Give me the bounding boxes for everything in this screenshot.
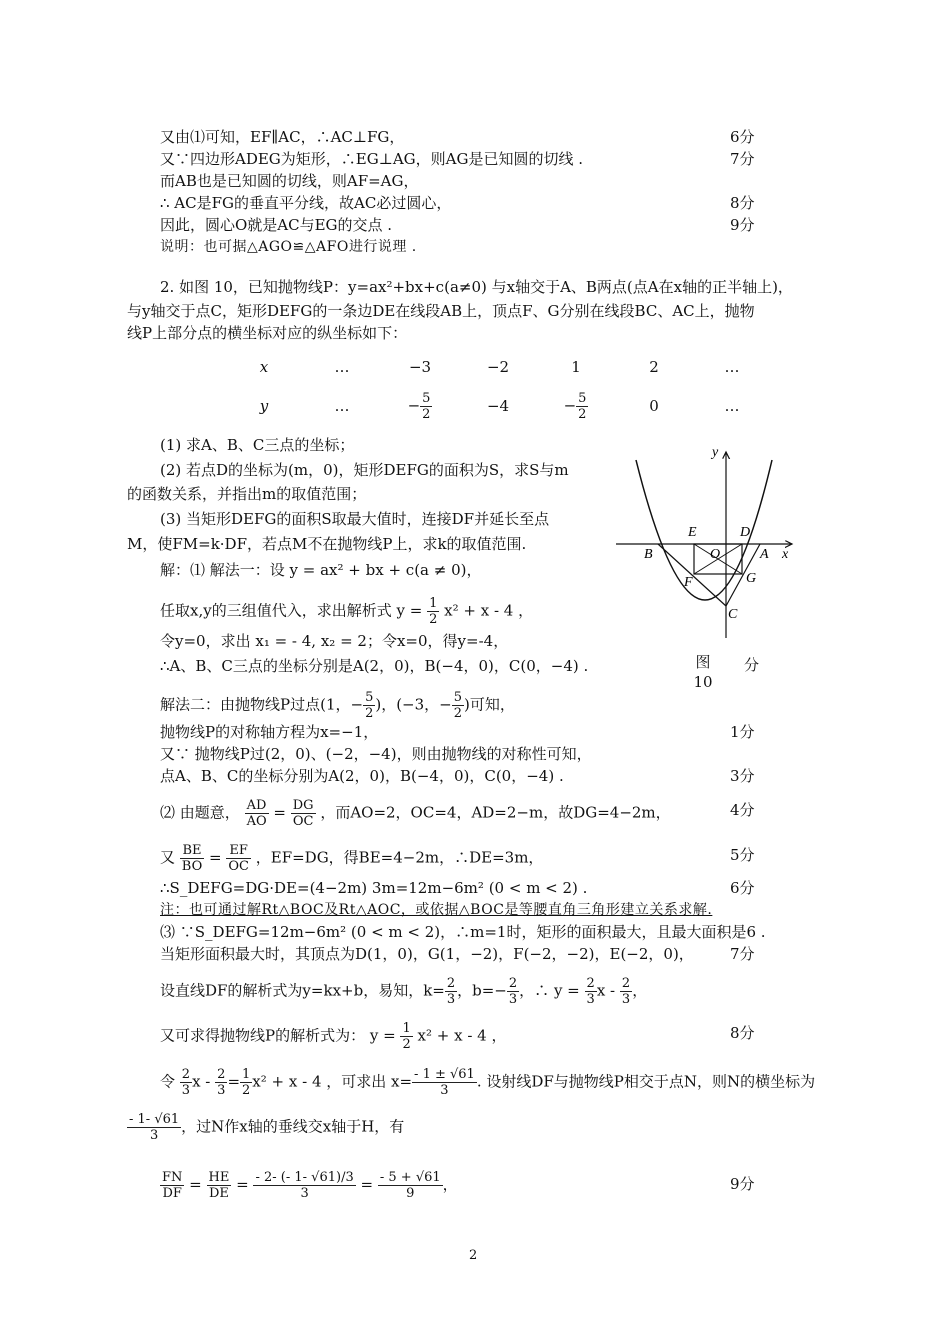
solution-text: 解法二：由抛物线P过点(1，− — [160, 695, 364, 714]
solution-text: 又 — [160, 848, 176, 867]
score: 8分 — [730, 194, 755, 212]
solution-text: 又可求得抛物线P的解析式为： y = — [160, 1026, 396, 1045]
fraction: $\frac{2}{3}$ — [621, 976, 631, 1007]
label-c: C — [728, 607, 738, 622]
label-y: y — [712, 445, 719, 460]
score: 9分 — [730, 216, 755, 234]
label-a: A — [760, 547, 769, 562]
question-line: M，使FM=k·DF，若点M不在抛物线P上，求k的取值范围. — [127, 535, 527, 553]
solution-line: 当矩形面积最大时，其顶点为D(1，0)，G(1，−2)，F(−2，−2)，E(−2，0)， — [160, 945, 694, 963]
solution-line: 令y=0，求出 x₁ = - 4, x₂ = 2；令x=0，得y=-4， — [160, 632, 509, 650]
solution-line: ∴A、B、C三点的坐标分别是A(2，0)，B(−4，0)，C(0，−4) . — [160, 657, 589, 675]
fraction: $\frac{EF}{OC}$ — [228, 843, 249, 874]
fraction: $\frac{2}{3}$ — [586, 976, 595, 1007]
solution-text: ，∴ y = — [519, 981, 580, 1000]
table-row-y — [225, 384, 771, 428]
solution-text: 任取x,y的三组值代入，求出解析式 y = — [160, 601, 423, 620]
table-cell — [537, 384, 615, 428]
solution-line: 点A、B、C的坐标分别为A(2，0)，B(−4，0)，C(0，−4) . — [160, 767, 564, 785]
label-o: O — [710, 547, 721, 562]
fraction: $\frac{1}{2}$ — [402, 1021, 411, 1052]
table-cell: −2 — [486, 358, 510, 376]
table-cell: … — [724, 397, 740, 415]
score: 5分 — [730, 846, 755, 864]
minus-sign: − — [563, 396, 577, 414]
table-cell: −4 — [486, 397, 510, 415]
table-cell: 0 — [649, 397, 659, 415]
fraction: $\frac{2}{3}$ — [181, 1067, 191, 1098]
score: 7分 — [730, 150, 755, 168]
solution-text: = — [236, 1175, 254, 1194]
fraction: $\frac{5}{2}$ — [578, 390, 587, 422]
score: 8分 — [730, 1024, 755, 1042]
label-b: B — [644, 547, 653, 562]
table-cell: 1 — [571, 358, 581, 376]
score: 9分 — [730, 1175, 755, 1193]
fraction: $\frac{- 1 \pm √61}{3}$ — [414, 1067, 475, 1098]
score: 4分 — [730, 801, 755, 819]
solution-line: ⑶ ∵S_DEFG=12m−6m² (0 < m < 2)，∴m=1时，矩形的面积最大，且最大面积是6 . — [160, 923, 766, 941]
solution-line — [160, 1067, 815, 1098]
label-x: x — [782, 547, 789, 562]
solution-text: ⑵ 由题意， — [160, 803, 240, 822]
solution-text: x² + x - 4 ， — [444, 601, 534, 620]
score: 6分 — [730, 879, 755, 897]
label-f: F — [684, 575, 693, 590]
solution-line — [160, 596, 533, 627]
solution-text: x² + x - 4 ， — [417, 1026, 507, 1045]
solution-text: 令 — [160, 1072, 176, 1091]
question-line: 的函数关系，并指出m的取值范围； — [127, 485, 367, 503]
fraction: $\frac{AD}{AO}$ — [246, 798, 267, 829]
solution-text: x - — [596, 981, 616, 1000]
value-table — [225, 350, 771, 428]
caption-bottom: 10 — [693, 673, 713, 691]
solution-text: x - — [192, 1072, 211, 1091]
table-cell: y — [259, 397, 269, 415]
score: 1分 — [730, 723, 755, 741]
figure-10 — [612, 440, 802, 640]
solution-text: x² + x - 4 ，可求出 x= — [252, 1072, 413, 1091]
problem-line: 与y轴交于点C，矩形DEFG的一条边DE在线段AB上，顶点F、G分别在线段BC、AC上，抛物 — [127, 302, 755, 320]
solution-text: ， — [632, 981, 648, 1000]
minus-sign: − — [407, 396, 421, 414]
note-line: 说明：也可据△AGO≌△AFO进行说理 . — [160, 239, 417, 255]
solution-text: ，过N作x轴的垂线交x轴于H，有 — [181, 1117, 405, 1136]
score: 分 — [744, 656, 760, 674]
figure-caption — [690, 652, 716, 692]
solution-text: ，b=− — [457, 981, 507, 1000]
fraction: $\frac{DG}{OC}$ — [292, 798, 314, 829]
fraction: $\frac{- 2- (- 1- √61)/3}{3}$ — [255, 1170, 354, 1201]
question-line: (1) 求A、B、C三点的坐标； — [160, 436, 355, 454]
question-line: (2) 若点D的坐标为(m，0)，矩形DEFG的面积为S，求S与m — [160, 461, 569, 479]
label-e: E — [688, 525, 697, 540]
solution-line: 又∵ 抛物线P过(2，0)、(−2，−4)，则由抛物线的对称性可知， — [160, 745, 592, 763]
solution-text: = — [227, 1072, 241, 1091]
text-line: 又由⑴可知，EF∥AC，∴AC⊥FG， — [160, 128, 405, 146]
note-line: 注：也可通过解Rt△BOC及Rt△AOC，或依据△BOC是等腰直角三角形建立关系求解. — [160, 902, 713, 918]
fraction: $\frac{2}{3}$ — [446, 976, 456, 1007]
solution-line — [160, 690, 515, 721]
solution-line: ⑵ 由题意， $\frac{AD}{AO}$ = $\frac{DG}{OC}$ ，而AO=2，OC=4，AD=2−m，故DG=4−2m， — [160, 798, 671, 829]
solution-line: 解：⑴ 解法一：设 y = ax² + bx + c(a ≠ 0)， — [160, 561, 482, 579]
fraction: $\frac{1}{2}$ — [242, 1067, 251, 1098]
fraction: $\frac{5}{2}$ — [365, 690, 374, 721]
table-cell: −3 — [408, 358, 432, 376]
fraction: $\frac{FN}{DF}$ — [162, 1170, 183, 1201]
solution-text: )可知， — [464, 695, 515, 714]
solution-line — [160, 1021, 506, 1052]
fraction: $\frac{1}{2}$ — [429, 596, 438, 627]
fraction: $\frac{HE}{DE}$ — [208, 1170, 230, 1201]
fraction: $\frac{2}{3}$ — [217, 1067, 226, 1098]
table-cell: … — [334, 358, 350, 376]
table-cell: … — [334, 397, 350, 415]
fraction: $\frac{- 5 + √61}{9}$ — [379, 1170, 441, 1201]
table-cell: x — [259, 358, 269, 376]
parabola-figure — [612, 440, 802, 640]
solution-line: 又 $\frac{BE}{BO}$ = $\frac{EF}{OC}$ ，EF=DG，得BE=4−2m，∴DE=3m， — [160, 843, 544, 874]
problem-line: 线P上部分点的横坐标对应的纵坐标如下： — [127, 324, 408, 342]
score: 7分 — [730, 945, 755, 963]
solution-text: )，(−3，− — [375, 695, 452, 714]
fraction: $\frac{2}{3}$ — [508, 976, 518, 1007]
text-line: 而AB也是已知圆的切线，则AF=AG， — [160, 172, 419, 190]
text-line: 又∵四边形ADEG为矩形，∴EG⊥AG，则AG是已知圆的切线 . — [160, 150, 583, 168]
solution-line: $\frac{FN}{DF}$ = $\frac{HE}{DE}$ = $\frac{- 2- (- 1- √61)/3}{3}$ = $\frac{- 5 + √61}{9}$ ， — [162, 1170, 458, 1201]
solution-text: ，而AO=2，OC=4，AD=2−m，故DG=4−2m， — [320, 803, 671, 822]
caption-top: 图 — [695, 653, 711, 671]
problem-line: 2. 如图 10，已知抛物线P：y=ax²+bx+c(a≠0) 与x轴交于A、B两点(点A在x轴的正半轴上)， — [160, 278, 793, 296]
solution-text: 设直线DF的解析式为y=kx+b，易知，k= — [160, 981, 445, 1000]
solution-text: = — [360, 1175, 378, 1194]
solution-line — [160, 976, 647, 1007]
table-cell — [381, 384, 459, 428]
table-cell: … — [724, 358, 740, 376]
solution-text: . 设射线DF与抛物线P相交于点N，则N的横坐标为 — [476, 1072, 816, 1091]
label-g: G — [746, 571, 757, 586]
solution-line — [127, 1112, 404, 1143]
label-d: D — [740, 525, 751, 540]
table-row-x — [225, 350, 771, 384]
fraction: $\frac{BE}{BO}$ — [181, 843, 203, 874]
solution-line: ∴S_DEFG=DG·DE=(4−2m) 3m=12m−6m² (0 < m < 2) . — [160, 879, 588, 897]
fraction: $\frac{5}{2}$ — [422, 390, 431, 422]
score: 6分 — [730, 128, 755, 146]
page-number: 2 — [469, 1248, 478, 1263]
fraction: $\frac{- 1- √61}{3}$ — [129, 1112, 180, 1143]
solution-text: ，EF=DG，得BE=4−2m，∴DE=3m， — [255, 848, 544, 867]
text-line: 因此，圆心O就是AC与EG的交点 . — [160, 216, 393, 234]
text-line: ∴ AC是FG的垂直平分线，故AC必过圆心， — [160, 194, 452, 212]
solution-line: 抛物线P的对称轴方程为x=−1， — [160, 723, 379, 741]
score: 3分 — [730, 767, 755, 785]
question-line: (3) 当矩形DEFG的面积S取最大值时，连接DF并延长至点 — [160, 510, 550, 528]
table-cell: 2 — [649, 358, 659, 376]
solution-text: ， — [442, 1175, 458, 1194]
fraction: $\frac{5}{2}$ — [453, 690, 463, 721]
